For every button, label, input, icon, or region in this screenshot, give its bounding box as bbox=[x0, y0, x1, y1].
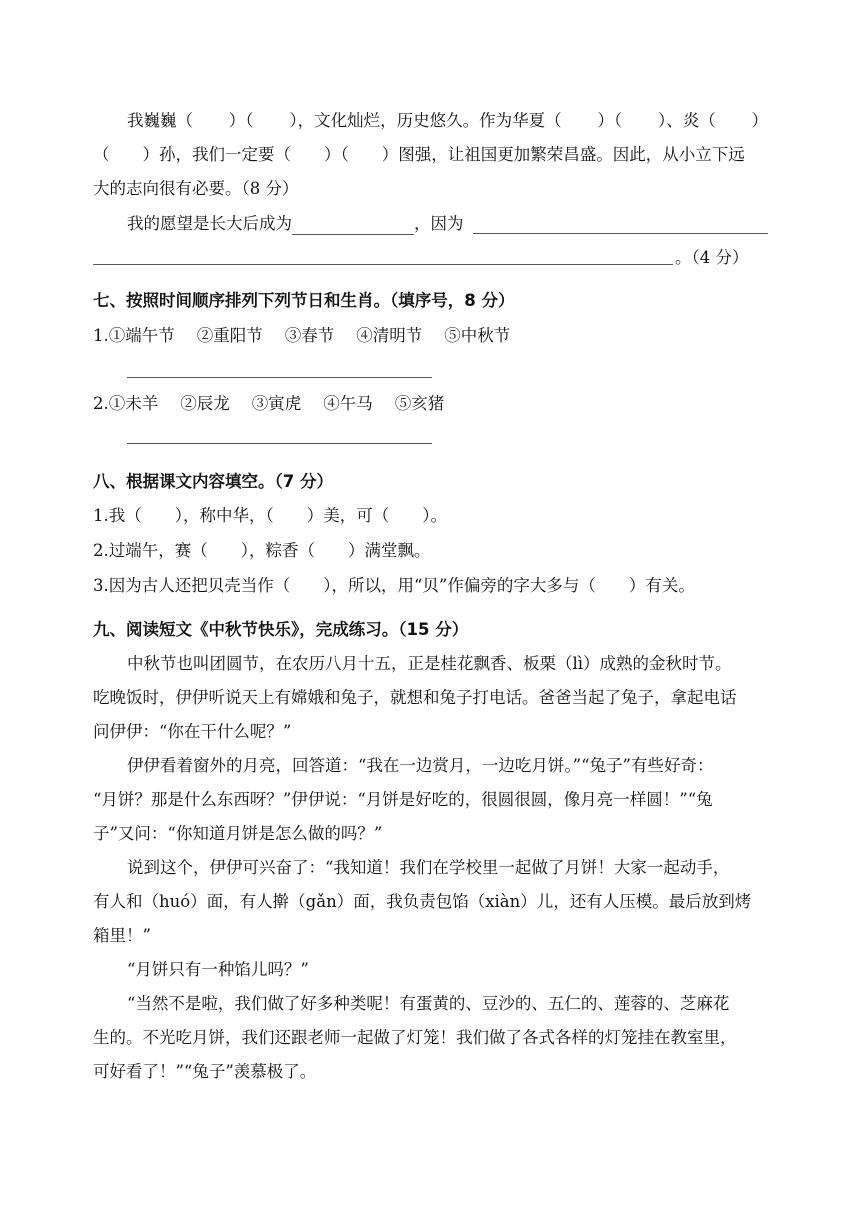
s9-passage-line-5: “月饼？那是什么东西呀？”伊伊说：“月饼是好吃的，很圆很圆，像月亮一样圆！”“兔 bbox=[93, 790, 713, 809]
s6-paragraph-line-1 bbox=[127, 110, 768, 132]
s9-passage-line-12: 生的。不光吃月饼，我们还跟老师一起做了灯笼！我们做了各式各样的灯笼挂在教室里， bbox=[93, 1028, 737, 1047]
s6-wish-line bbox=[127, 213, 768, 235]
s7-q1-option-1: ①端午节 bbox=[108, 326, 175, 345]
s7-q2-option-2: ②辰龙 bbox=[180, 394, 230, 413]
s9-passage-line-13: 可好看了！”“兔子”羡慕极了。 bbox=[93, 1062, 317, 1081]
s7-q1-option-5: ⑤中秋节 bbox=[444, 326, 511, 345]
s6-wish-end: 。（4 分） bbox=[675, 248, 749, 267]
s9-passage-line-8: 有人和（huó）面，有人擀（gǎn）面，我负责包馅（xiàn）儿，还有人压模。最后放到烤 bbox=[93, 892, 752, 911]
s6-l1-part-2: ）（ bbox=[228, 111, 254, 130]
s7-q2-option-5: ⑤亥猪 bbox=[394, 394, 445, 413]
s9-passage-line-1: 中秋节也叫团圆节，在农历八月十五，正是桂花飘香、板栗（lì）成熟的金秋时节。 bbox=[127, 654, 732, 673]
s6-wish-blank-1[interactable] bbox=[292, 216, 414, 235]
s7-q2-option-1: ①未羊 bbox=[108, 394, 159, 413]
s9-passage-line-11: “当然不是啦，我们做了好多种类呢！有蛋黄的、豆沙的、五仁的、莲蓉的、芝麻花 bbox=[127, 994, 730, 1013]
s9-passage-line-7: 说到这个，伊伊可兴奋了：“我知道！我们在学校里一起做了月饼！大家一起动手， bbox=[127, 858, 730, 877]
s9-passage-line-2: 吃晚饭时，伊伊听说天上有嫦娥和兔子，就想和兔子打电话。爸爸当起了兔子，拿起电话 bbox=[93, 688, 737, 707]
s6-l1-part-3: ），文化灿烂，历史悠久。作为华夏（ bbox=[289, 111, 562, 130]
s7-q1-option-2: ②重阳节 bbox=[196, 326, 263, 345]
s7-q2-answer-blank[interactable] bbox=[127, 443, 432, 444]
s6-wish-prefix: 我的愿望是长大后成为 bbox=[127, 214, 292, 233]
s9-passage-line-6: 子”又问：“你知道月饼是怎么做的吗？” bbox=[93, 824, 383, 843]
s6-l1-part-6: ） bbox=[751, 111, 768, 130]
s9-passage-line-3: 问伊伊：“你在干什么呢？” bbox=[93, 722, 292, 741]
s7-q1-option-3: ③春节 bbox=[284, 326, 335, 345]
s7-q2-option-4: ④午马 bbox=[323, 394, 373, 413]
s7-q1 bbox=[93, 325, 768, 347]
s7-q2 bbox=[93, 393, 768, 415]
s9-passage-line-9: 箱里！” bbox=[93, 926, 151, 945]
s6-l1-part-1: 我巍巍（ bbox=[127, 111, 193, 130]
s7-q2-num: 2. bbox=[93, 394, 109, 413]
s6-paragraph-line-2: （ ）孙，我们一定要（ ）（ ）图强，让祖国更加繁荣昌盛。因此，从小立下远 bbox=[93, 145, 745, 164]
s6-wish-mid: ，因为 bbox=[414, 214, 464, 233]
s8-title: 八、根据课文内容填空。（7 分） bbox=[93, 472, 333, 491]
s9-passage-line-4: 伊伊看着窗外的月亮，回答道：“我在一边赏月，一边吃月饼。”“兔子”有些好奇： bbox=[127, 756, 714, 775]
s7-q1-option-4: ④清明节 bbox=[356, 326, 423, 345]
s6-paragraph-line-3: 大的志向很有必要。（8 分） bbox=[93, 179, 299, 198]
s7-q1-num: 1. bbox=[93, 326, 109, 345]
s8-q2: 2.过端午，赛（ ），粽香（ ）满堂飘。 bbox=[93, 541, 431, 560]
s8-q1: 1.我（ ），称中华，（ ）美，可（ ）。 bbox=[93, 506, 447, 525]
s6-wish-blank-3[interactable] bbox=[93, 264, 673, 265]
s6-l1-part-4: ）（ bbox=[597, 111, 623, 130]
s7-title: 七、按照时间顺序排列下列节日和生肖。（填序号，8 分） bbox=[93, 291, 515, 310]
s9-title: 九、阅读短文《中秋节快乐》，完成练习。（15 分） bbox=[93, 620, 469, 639]
s7-q2-option-3: ③寅虎 bbox=[251, 394, 302, 413]
s6-l1-part-5: ）、炎（ bbox=[657, 111, 716, 130]
s8-q3: 3.因为古人还把贝壳当作（ ），所以，用“贝”作偏旁的字大多与（ ）有关。 bbox=[93, 576, 695, 595]
s9-passage-line-10: “月饼只有一种馅儿吗？” bbox=[127, 960, 309, 979]
s7-q1-answer-blank[interactable] bbox=[127, 377, 432, 378]
s6-wish-blank-2[interactable] bbox=[473, 233, 768, 234]
